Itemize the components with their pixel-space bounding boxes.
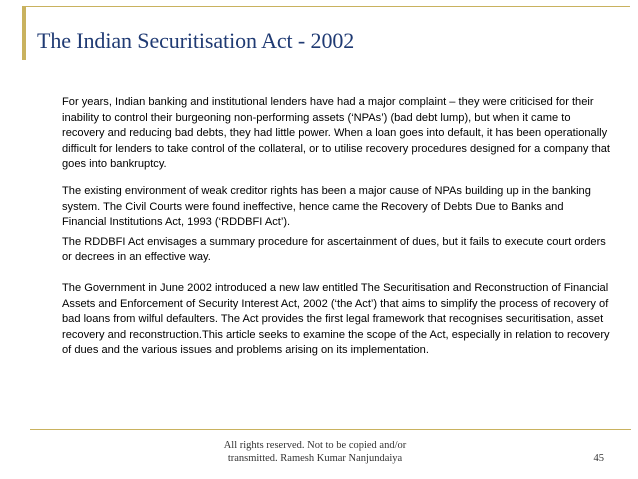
footer-copyright <box>200 440 430 465</box>
paragraph-weak-creditor-rights: The existing environment of weak creditor rights has been a major cause of NPAs building up in the banking system. The Civil Courts were found ineffective, hence came the Recovery of Debts Due to Banks and Financial Institutions Act, 1993 (‘RDDBFI Act’). <box>62 184 591 229</box>
footer-copyright-line-1: All rights reserved. Not to be copied and/or <box>223 440 407 451</box>
paragraph-rddbfi-act: The RDDBFI Act envisages a summary procedure for ascertainment of dues, but it fails to execute court orders or decrees in an effective way. <box>62 235 606 264</box>
footer-copyright-line-2: transmitted. Ramesh Kumar Nanjundaiya <box>227 452 403 464</box>
top-rule <box>22 6 630 7</box>
slide-title: The Indian Securitisation Act - 2002 <box>37 28 355 53</box>
page-number: 45 <box>593 453 604 464</box>
title-accent-bar <box>22 7 26 60</box>
paragraph-securitisation-act: The Government in June 2002 introduced a new law entitled The Securitisation and Reconstruction of Financial Assets and Enforcement of Security Interest Act, 2002 (‘the Act’) that aims to simplify the process of recovery of bad loans from wilful defaulters. The Act provides the first legal framework that recognises securitisation, asset recovery and reconstruction.This article seeks to examine the scope of the Act, especially in relation to recovery of dues and the various issues and problems arising on its implementation. <box>62 281 610 357</box>
footer-rule <box>30 429 631 430</box>
slide-body <box>62 95 610 359</box>
paragraph-npa-complaint: For years, Indian banking and institutional lenders have had a major complaint – they were criticised for their inability to control their burgeoning non-performing assets (‘NPAs’) (bad debt lump), but when it came to recovery and reducing bad debts, they had little power. When a loan goes into default, it has been operationally difficult for lenders to take control of the collateral, or to utilise recovery procedures designed for a company that goes into bankruptcy. <box>62 96 610 171</box>
